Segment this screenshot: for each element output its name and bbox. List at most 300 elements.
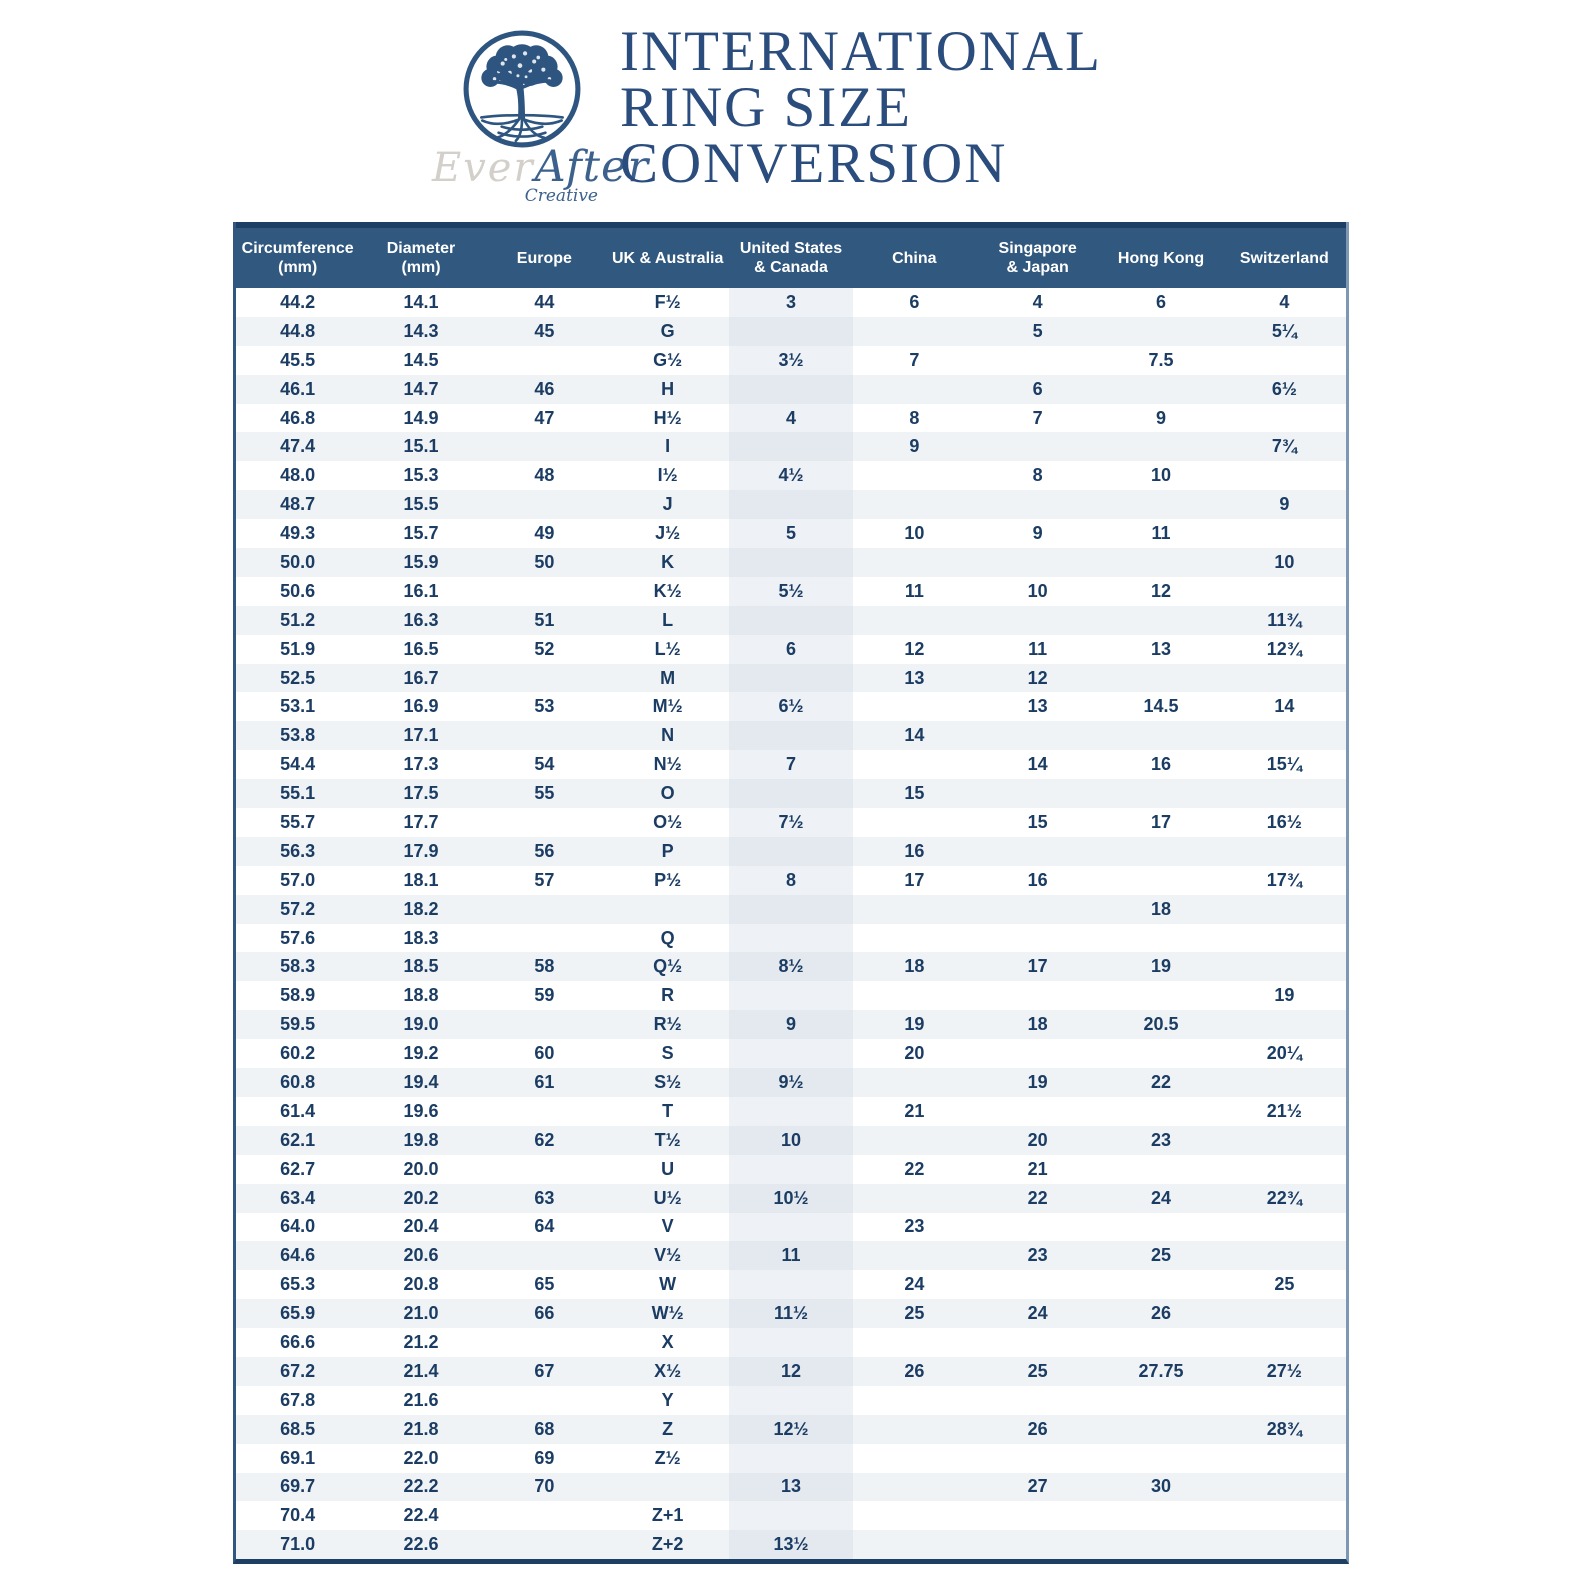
table-cell-singapore-japan: [976, 1270, 1099, 1299]
table-cell-europe: [483, 721, 606, 750]
table-cell-diameter: 17.5: [403, 783, 439, 804]
table-cell-switzerland: [1223, 1155, 1346, 1184]
table-cell-circumference: 49.3: [280, 523, 316, 544]
table-cell-circumference: 64.0: [280, 1216, 316, 1237]
table-cell-us-canada: 5: [729, 519, 852, 548]
table-cell-uk-australia: J: [662, 494, 673, 515]
table-cell-uk-australia: K: [661, 551, 675, 572]
table-cell-europe: [483, 1328, 606, 1357]
table-cell-china: 20: [904, 1043, 925, 1064]
table-cell-china: [853, 924, 976, 953]
table-cell-uk-australia: G: [660, 320, 675, 341]
table-cell-europe: [483, 664, 606, 693]
table-cell-hong-kong: [1099, 1213, 1222, 1242]
table-cell-us-canada: [729, 895, 852, 924]
table-cell-singapore-japan: 22: [1027, 1187, 1048, 1208]
table-row: [236, 664, 1346, 693]
table-cell-singapore-japan: 7: [1032, 407, 1043, 428]
table-row: [236, 519, 1346, 548]
table-cell-singapore-japan: 10: [1027, 580, 1048, 601]
table-row: [236, 866, 1346, 895]
table-cell-singapore-japan: 4: [1032, 291, 1043, 312]
table-cell-circumference: 64.6: [280, 1245, 316, 1266]
table-cell-singapore-japan: 11: [1028, 638, 1048, 659]
table-cell-china: 18: [904, 956, 925, 977]
table-cell-circumference: 46.8: [280, 407, 316, 428]
table-cell-us-canada: [729, 837, 852, 866]
table-cell-us-canada: [729, 375, 852, 404]
table-cell-switzerland: [1223, 1473, 1346, 1502]
table-cell-diameter: 20.4: [403, 1216, 439, 1237]
table-cell-uk-australia: G½: [653, 349, 683, 370]
table-cell-diameter: 15.9: [403, 551, 439, 572]
table-cell-us-canada: [729, 1444, 852, 1473]
table-cell-us-canada: [729, 1097, 852, 1126]
table-cell-singapore-japan: [976, 895, 1099, 924]
table-cell-hong-kong: [1099, 432, 1222, 461]
table-cell-singapore-japan: 9: [1032, 523, 1043, 544]
table-cell-china: [853, 895, 976, 924]
table-cell-china: 8: [909, 407, 920, 428]
table-cell-europe: 68: [534, 1418, 555, 1439]
table-cell-switzerland: [1223, 1444, 1346, 1473]
table-cell-switzerland: 22¾: [1266, 1187, 1302, 1208]
table-cell-uk-australia: Z+2: [651, 1534, 684, 1555]
table-cell-diameter: 18.8: [403, 985, 439, 1006]
table-cell-switzerland: [1223, 721, 1346, 750]
table-cell-us-canada: [729, 779, 852, 808]
table-cell-switzerland: 10: [1274, 551, 1295, 572]
table-cell-hong-kong: 18: [1150, 898, 1171, 919]
table-cell-switzerland: [1223, 1299, 1346, 1328]
table-cell-europe: 65: [534, 1274, 555, 1295]
table-cell-uk-australia: L: [662, 609, 674, 630]
table-cell-hong-kong: 22: [1150, 1071, 1171, 1092]
table-cell-us-canada: 13: [729, 1473, 852, 1502]
everafter-logo: [432, 28, 650, 206]
table-cell-china: 24: [904, 1274, 925, 1295]
table-cell-us-canada: [729, 721, 852, 750]
table-cell-china: [853, 981, 976, 1010]
table-cell-china: 21: [904, 1100, 925, 1121]
table-cell-europe: 44: [534, 291, 555, 312]
table-cell-singapore-japan: [976, 1097, 1099, 1126]
table-row: [236, 692, 1346, 721]
table-cell-us-canada: 10: [729, 1126, 852, 1155]
table-cell-hong-kong: [1099, 317, 1222, 346]
table-cell-circumference: 68.5: [280, 1418, 316, 1439]
table-cell-hong-kong: 9: [1155, 407, 1166, 428]
table-cell-hong-kong: [1099, 1530, 1222, 1559]
table-row: [236, 490, 1346, 519]
table-row: [236, 779, 1346, 808]
table-cell-europe: 57: [534, 869, 555, 890]
table-row: [236, 404, 1346, 433]
table-cell-us-canada: 8: [729, 866, 852, 895]
table-cell-hong-kong: 7.5: [1148, 349, 1174, 370]
table-cell-hong-kong: 6: [1155, 291, 1166, 312]
table-cell-china: [853, 1126, 976, 1155]
table-cell-china: [853, 1530, 976, 1559]
table-cell-europe: [483, 1530, 606, 1559]
table-cell-us-canada: [729, 1501, 852, 1530]
table-cell-uk-australia: M: [660, 667, 676, 688]
table-cell-diameter: 16.7: [403, 667, 439, 688]
table-cell-uk-australia: H½: [653, 407, 682, 428]
table-cell-uk-australia: T½: [654, 1129, 681, 1150]
table-cell-singapore-japan: 25: [1027, 1360, 1048, 1381]
table-cell-hong-kong: [1099, 375, 1222, 404]
header-cell-uk-australia: UK & Australia: [611, 249, 724, 267]
table-cell-uk-australia: M½: [652, 696, 683, 717]
table-cell-hong-kong: [1099, 548, 1222, 577]
table-cell-diameter: 15.5: [403, 494, 439, 515]
table-row: [236, 548, 1346, 577]
table-cell-china: [853, 1501, 976, 1530]
table-cell-china: 14: [904, 725, 925, 746]
table-cell-hong-kong: 16: [1150, 754, 1171, 775]
table-cell-us-canada: 7½: [729, 808, 852, 837]
table-cell-switzerland: [1223, 837, 1346, 866]
table-cell-diameter: 19.2: [403, 1043, 439, 1064]
table-cell-us-canada: 3½: [729, 346, 852, 375]
table-cell-singapore-japan: 12: [1027, 667, 1048, 688]
table-cell-uk-australia: I: [665, 436, 671, 457]
table-row: [236, 1241, 1346, 1270]
table-cell-circumference: 71.0: [280, 1534, 316, 1555]
table-cell-singapore-japan: 26: [1027, 1418, 1048, 1439]
table-cell-europe: [483, 432, 606, 461]
table-cell-china: 7: [909, 349, 920, 370]
table-cell-uk-australia: Y: [661, 1389, 674, 1410]
table-cell-hong-kong: [1099, 1270, 1222, 1299]
table-cell-uk-australia: O½: [653, 811, 683, 832]
table-cell-singapore-japan: [976, 779, 1099, 808]
table-cell-hong-kong: [1099, 1501, 1222, 1530]
table-cell-europe: [483, 1241, 606, 1270]
table-row: [236, 837, 1346, 866]
table-cell-uk-australia: Q: [660, 927, 675, 948]
table-cell-switzerland: 11¾: [1267, 609, 1302, 630]
table-cell-us-canada: [729, 548, 852, 577]
table-row: [236, 346, 1346, 375]
table-cell-us-canada: 12: [729, 1357, 852, 1386]
title-line-3: CONVERSION: [620, 132, 1008, 195]
table-cell-diameter: 16.1: [403, 580, 439, 601]
table-cell-uk-australia: U: [661, 1158, 675, 1179]
table-cell-europe: 50: [534, 551, 555, 572]
table-cell-china: 17: [904, 869, 925, 890]
table-cell-switzerland: 21½: [1266, 1100, 1302, 1121]
table-cell-europe: [483, 808, 606, 837]
table-cell-europe: [483, 895, 606, 924]
table-row: [236, 981, 1346, 1010]
brand-script-after: After: [534, 142, 650, 192]
table-cell-europe: 66: [534, 1303, 555, 1324]
table-cell-china: [853, 490, 976, 519]
table-cell-singapore-japan: 5: [1032, 320, 1043, 341]
header-cell-singapore-japan: Singapore & Japan: [998, 240, 1077, 276]
table-cell-us-canada: [729, 317, 852, 346]
table-cell-uk-australia: T: [662, 1100, 674, 1121]
table-cell-europe: 63: [534, 1187, 555, 1208]
table-row: [236, 1386, 1346, 1415]
table-cell-hong-kong: [1099, 1155, 1222, 1184]
table-cell-diameter: 20.2: [403, 1187, 439, 1208]
table-cell-diameter: 21.2: [403, 1332, 439, 1352]
table-cell-china: 19: [904, 1014, 925, 1035]
table-cell-diameter: 21.0: [403, 1303, 439, 1324]
table-cell-china: [853, 375, 976, 404]
table-cell-diameter: 18.3: [403, 927, 439, 948]
table-cell-china: [853, 750, 976, 779]
table-cell-switzerland: [1223, 1010, 1346, 1039]
table-cell-circumference: 57.0: [280, 869, 316, 890]
table-cell-uk-australia: N: [661, 725, 675, 746]
table-cell-circumference: 55.1: [280, 783, 316, 804]
table-cell-china: 12: [904, 638, 925, 659]
table-cell-switzerland: 5¼: [1271, 320, 1297, 341]
table-cell-diameter: 15.7: [403, 523, 439, 544]
table-row: [236, 1357, 1346, 1386]
brand-script-creative: Creative: [524, 186, 598, 206]
table-row: [236, 288, 1346, 317]
table-cell-circumference: 60.8: [280, 1071, 316, 1092]
table-cell-diameter: 21.6: [403, 1389, 439, 1410]
table-cell-uk-australia: [606, 895, 729, 924]
table-cell-circumference: 61.4: [280, 1100, 316, 1121]
table-row: [236, 1328, 1346, 1357]
table-cell-switzerland: [1223, 1241, 1346, 1270]
table-cell-circumference: 44.2: [280, 291, 316, 312]
table-cell-hong-kong: 14.5: [1143, 696, 1179, 717]
title-line-2: RING SIZE: [620, 76, 912, 139]
table-cell-circumference: 69.7: [280, 1476, 316, 1497]
table-cell-circumference: 51.2: [280, 609, 316, 630]
table-cell-china: [853, 1415, 976, 1444]
table-cell-us-canada: [729, 664, 852, 693]
table-cell-us-canada: 10½: [729, 1184, 852, 1213]
table-cell-circumference: 62.7: [280, 1158, 316, 1179]
table-cell-europe: 61: [534, 1071, 555, 1092]
table-cell-us-canada: 13½: [729, 1530, 852, 1559]
table-cell-singapore-japan: 27: [1027, 1476, 1048, 1497]
table-cell-circumference: 57.2: [280, 898, 316, 919]
table-cell-singapore-japan: [976, 1328, 1099, 1357]
table-cell-switzerland: [1223, 461, 1346, 490]
header-cell-switzerland: Switzerland: [1239, 249, 1329, 267]
table-cell-diameter: 18.2: [403, 898, 439, 919]
table-cell-uk-australia: F½: [654, 291, 681, 312]
table-cell-singapore-japan: 16: [1027, 869, 1048, 890]
title-line-1: INTERNATIONAL: [620, 20, 1102, 83]
table-cell-hong-kong: 19: [1150, 956, 1171, 977]
table-cell-uk-australia: N½: [653, 754, 682, 775]
table-cell-diameter: 19.0: [403, 1014, 439, 1035]
table-cell-europe: [483, 1097, 606, 1126]
table-cell-circumference: 56.3: [280, 840, 316, 861]
table-cell-europe: [483, 1501, 606, 1530]
table-cell-circumference: 53.1: [280, 696, 316, 717]
table-cell-europe: 47: [534, 407, 555, 428]
table-cell-diameter: 14.7: [403, 378, 439, 399]
table-cell-us-canada: [729, 490, 852, 519]
table-cell-china: 9: [909, 436, 920, 457]
table-cell-hong-kong: [1099, 837, 1222, 866]
table-cell-diameter: 16.5: [403, 638, 439, 659]
table-cell-hong-kong: [1099, 1386, 1222, 1415]
table-cell-china: [853, 548, 976, 577]
table-cell-circumference: 59.5: [280, 1014, 316, 1035]
table-cell-diameter: 18.1: [403, 869, 439, 890]
table-cell-uk-australia: P½: [654, 869, 682, 890]
table-header-row: [236, 222, 1346, 288]
table-cell-singapore-japan: [976, 721, 1099, 750]
table-cell-uk-australia: L½: [654, 638, 681, 659]
table-cell-circumference: 58.9: [280, 985, 316, 1006]
table-cell-hong-kong: 24: [1150, 1187, 1171, 1208]
table-cell-switzerland: 17¾: [1266, 869, 1302, 890]
table-cell-hong-kong: 30: [1150, 1476, 1171, 1497]
table-cell-uk-australia: J½: [655, 523, 681, 544]
table-row: [236, 461, 1346, 490]
table-cell-singapore-japan: [976, 490, 1099, 519]
table-cell-uk-australia: W: [659, 1274, 677, 1295]
table-cell-china: [853, 1328, 976, 1357]
table-cell-circumference: 67.2: [280, 1360, 316, 1381]
table-cell-switzerland: [1223, 779, 1346, 808]
table-cell-us-canada: 6: [729, 635, 852, 664]
table-cell-diameter: 20.8: [403, 1274, 439, 1295]
table-cell-us-canada: [729, 1039, 852, 1068]
table-cell-hong-kong: [1099, 924, 1222, 953]
table-cell-diameter: 21.4: [403, 1360, 439, 1381]
tree-of-life-icon: [461, 28, 583, 150]
table-row: [236, 924, 1346, 953]
table-cell-diameter: 16.9: [403, 696, 439, 717]
table-row: [236, 432, 1346, 461]
table-row: [236, 1415, 1346, 1444]
table-cell-china: [853, 461, 976, 490]
table-cell-diameter: 14.3: [403, 320, 439, 341]
table-cell-europe: 60: [534, 1043, 555, 1064]
table-cell-singapore-japan: [976, 1039, 1099, 1068]
table-cell-europe: 45: [534, 320, 555, 341]
table-cell-switzerland: [1223, 519, 1346, 548]
table-cell-hong-kong: 17: [1150, 811, 1171, 832]
table-row: [236, 808, 1346, 837]
table-cell-switzerland: 16½: [1266, 811, 1302, 832]
table-cell-europe: 55: [534, 783, 555, 804]
brand-script-ever: Ever: [432, 145, 535, 191]
table-cell-hong-kong: 20.5: [1143, 1014, 1179, 1035]
table-cell-europe: 53: [534, 696, 555, 717]
table-cell-china: [853, 1386, 976, 1415]
table-cell-diameter: 21.8: [403, 1418, 439, 1439]
table-cell-circumference: 48.0: [280, 465, 316, 486]
table-cell-diameter: 17.7: [403, 811, 439, 832]
table-cell-circumference: 65.3: [280, 1274, 316, 1295]
table-cell-singapore-japan: 24: [1027, 1303, 1048, 1324]
table-cell-diameter: 17.1: [403, 725, 439, 746]
table-cell-europe: [483, 924, 606, 953]
table-cell-hong-kong: 11: [1151, 523, 1171, 544]
table-cell-switzerland: [1223, 346, 1346, 375]
table-cell-europe: [483, 1386, 606, 1415]
table-cell-switzerland: 14: [1274, 696, 1295, 717]
table-cell-hong-kong: [1099, 779, 1222, 808]
table-cell-singapore-japan: [976, 548, 1099, 577]
table-cell-switzerland: 25: [1274, 1274, 1295, 1295]
table-row: [236, 952, 1346, 981]
table-cell-europe: 49: [534, 523, 555, 544]
table-cell-diameter: 16.3: [403, 609, 439, 630]
table-cell-switzerland: [1223, 1068, 1346, 1097]
table-cell-singapore-japan: [976, 1386, 1099, 1415]
table-cell-diameter: 15.1: [403, 436, 439, 457]
table-cell-us-canada: [729, 1328, 852, 1357]
table-cell-singapore-japan: 23: [1027, 1245, 1048, 1266]
table-row: [236, 1010, 1346, 1039]
table-cell-hong-kong: [1099, 1328, 1222, 1357]
table-cell-singapore-japan: [976, 346, 1099, 375]
table-cell-hong-kong: 23: [1150, 1129, 1171, 1150]
brand-script: [432, 142, 650, 192]
table-row: [236, 375, 1346, 404]
table-cell-diameter: 20.0: [403, 1158, 439, 1179]
table-cell-singapore-japan: 17: [1027, 956, 1048, 977]
table-cell-hong-kong: [1099, 866, 1222, 895]
table-cell-singapore-japan: [976, 1501, 1099, 1530]
table-cell-circumference: 65.9: [280, 1303, 316, 1324]
table-cell-diameter: 22.2: [403, 1476, 439, 1497]
table-cell-hong-kong: [1099, 721, 1222, 750]
table-cell-us-canada: 3: [729, 288, 852, 317]
table-cell-singapore-japan: 14: [1027, 754, 1048, 775]
table-cell-us-canada: 5½: [729, 577, 852, 606]
table-cell-china: [853, 317, 976, 346]
table-cell-china: [853, 692, 976, 721]
table-row: [236, 1184, 1346, 1213]
table-cell-singapore-japan: 15: [1027, 811, 1048, 832]
header-cell-circumference: Circumference (mm): [241, 240, 354, 276]
table-cell-china: [853, 1068, 976, 1097]
table-cell-china: 6: [909, 291, 920, 312]
table-cell-diameter: 14.9: [403, 407, 439, 428]
table-cell-circumference: 60.2: [280, 1043, 316, 1064]
table-cell-diameter: 15.3: [403, 465, 439, 486]
table-cell-singapore-japan: [976, 432, 1099, 461]
table-cell-diameter: 22.4: [403, 1505, 439, 1526]
table-cell-switzerland: [1223, 1126, 1346, 1155]
table-cell-europe: [483, 490, 606, 519]
table-cell-uk-australia: R½: [653, 1014, 682, 1035]
table-row: [236, 1213, 1346, 1242]
table-cell-singapore-japan: [976, 606, 1099, 635]
table-cell-circumference: 58.3: [280, 956, 316, 977]
table-cell-circumference: 45.5: [280, 349, 316, 370]
header-cell-europe: Europe: [516, 249, 572, 267]
table-cell-diameter: 20.6: [403, 1245, 439, 1266]
table-cell-singapore-japan: [976, 1444, 1099, 1473]
table-row: [236, 1299, 1346, 1328]
table-cell-us-canada: 7: [729, 750, 852, 779]
table-cell-china: 25: [904, 1303, 925, 1324]
table-cell-uk-australia: S: [661, 1043, 674, 1064]
table-cell-us-canada: 6½: [729, 692, 852, 721]
table-cell-europe: 67: [534, 1360, 555, 1381]
table-cell-switzerland: [1223, 1328, 1346, 1357]
